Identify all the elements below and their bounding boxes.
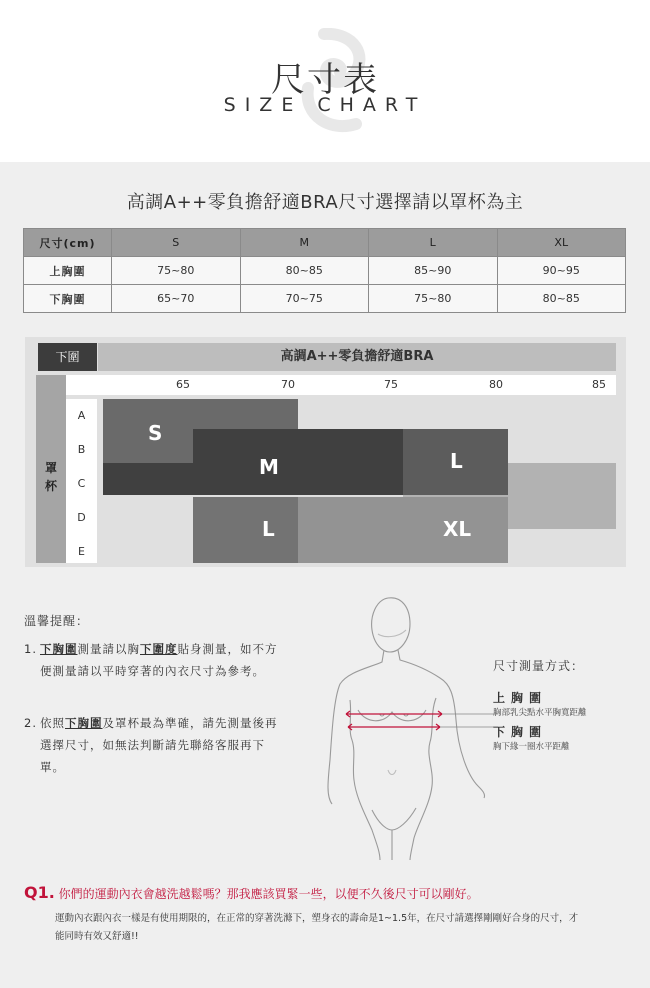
table-cell: 75~80: [369, 285, 498, 313]
page-title: 尺寸表: [271, 60, 379, 100]
band-tick: 75: [384, 378, 398, 391]
faq-question: [24, 883, 479, 902]
product-label: 高調A++零負擔舒適BRA: [98, 343, 616, 371]
size-block-l-lower: [193, 497, 298, 563]
tip-text: [40, 638, 284, 682]
band-label: 下圍: [38, 343, 97, 371]
cup-axis-label: [36, 375, 66, 563]
band-tick-row: [65, 375, 616, 395]
cup-letter: E: [78, 545, 85, 558]
size-table: [23, 228, 626, 313]
tip-text-segment: 依照: [40, 716, 65, 730]
band-tick: 85: [592, 378, 606, 391]
upper-bust-label: 上胸圍: [493, 691, 548, 705]
tip-number: 2.: [24, 716, 37, 730]
header-banner: [0, 0, 650, 162]
table-header-cell: M: [240, 229, 369, 257]
size-label-l-upper: L: [450, 449, 463, 473]
cup-label: [36, 459, 66, 495]
table-cell: 75~80: [112, 257, 241, 285]
size-block-m: [193, 429, 403, 495]
table-header-cell: XL: [497, 229, 626, 257]
cup-letter: B: [77, 443, 86, 456]
table-cell: 90~95: [497, 257, 626, 285]
tip-text-segment: 貼身測量，如不方便測量請以平時穿著的內衣尺寸為參考。: [40, 642, 278, 678]
tip-emphasis: 下圍度: [140, 642, 178, 656]
table-header-cell: L: [369, 229, 498, 257]
tip-text-segment: 及罩杯最為準確，請先測量後再選擇尺寸，如無法判斷請先聯絡客服再下單。: [40, 716, 278, 774]
upper-bust-desc: 胸部乳尖點水平胸寬距離: [493, 708, 587, 718]
size-label-xl: XL: [443, 517, 472, 541]
tip-emphasis: 下胸圍: [40, 642, 78, 656]
tip-item: [24, 712, 284, 778]
band-tick: 80: [489, 378, 503, 391]
table-cell: 80~85: [240, 257, 369, 285]
band-tick: 65: [176, 378, 190, 391]
tip-item: [24, 638, 284, 682]
faq-answer: 運動內衣跟內衣一樣是有使用期限的，在正常的穿著洗滌下，塑身衣的壽命是1~1.5年，在尺寸請選擇剛剛好合身的尺寸，才能同時有效又舒適!!: [55, 913, 579, 942]
band-tick: 70: [281, 378, 295, 391]
tips-title: 溫馨提醒：: [24, 614, 90, 628]
faq-number: Q1.: [24, 883, 55, 902]
cup-letter: C: [77, 477, 86, 490]
table-cell: 70~75: [240, 285, 369, 313]
cup-label-text: 罩杯: [44, 461, 57, 493]
row-label: 下胸圍: [24, 285, 112, 313]
cup-letter: D: [77, 511, 86, 524]
row-label: 上胸圍: [24, 257, 112, 285]
table-cell: 80~85: [497, 285, 626, 313]
table-row: [24, 285, 626, 313]
cup-letter-column: [66, 399, 97, 563]
table-header-cell: 尺寸(cm): [24, 229, 112, 257]
faq-question-text: 你們的運動內衣會越洗越鬆嗎？那我應該買緊一些，以便不久後尺寸可以剛好。: [58, 887, 479, 901]
table-cell: 85~90: [369, 257, 498, 285]
table-row: [24, 257, 626, 285]
cup-letter: A: [77, 409, 86, 422]
size-label-s: S: [148, 421, 163, 445]
tip-emphasis: 下胸圍: [65, 716, 103, 730]
tip-text-segment: 測量請以胸: [77, 642, 140, 656]
table-header-row: [24, 229, 626, 257]
table-header-cell: S: [112, 229, 241, 257]
tip-text: [40, 712, 284, 778]
under-bust-label: 下胸圍: [493, 725, 548, 739]
table-cell: 65~70: [112, 285, 241, 313]
measurement-title: 尺寸測量方式：: [493, 659, 585, 673]
size-block-m-extension: [103, 463, 193, 495]
section-title: 高調A++零負擔舒適BRA尺寸選擇請以罩杯為主: [126, 192, 524, 213]
tip-number: 1.: [24, 642, 37, 656]
size-guide-grid: [25, 337, 626, 567]
body-figure-illustration: [318, 590, 498, 860]
under-bust-desc: 胸下緣一圈水平距離: [493, 742, 570, 752]
size-label-m: M: [259, 455, 279, 479]
page-subtitle: SIZE CHART: [223, 94, 427, 116]
size-block-xl: [298, 497, 508, 563]
size-label-l-lower: L: [262, 517, 275, 541]
